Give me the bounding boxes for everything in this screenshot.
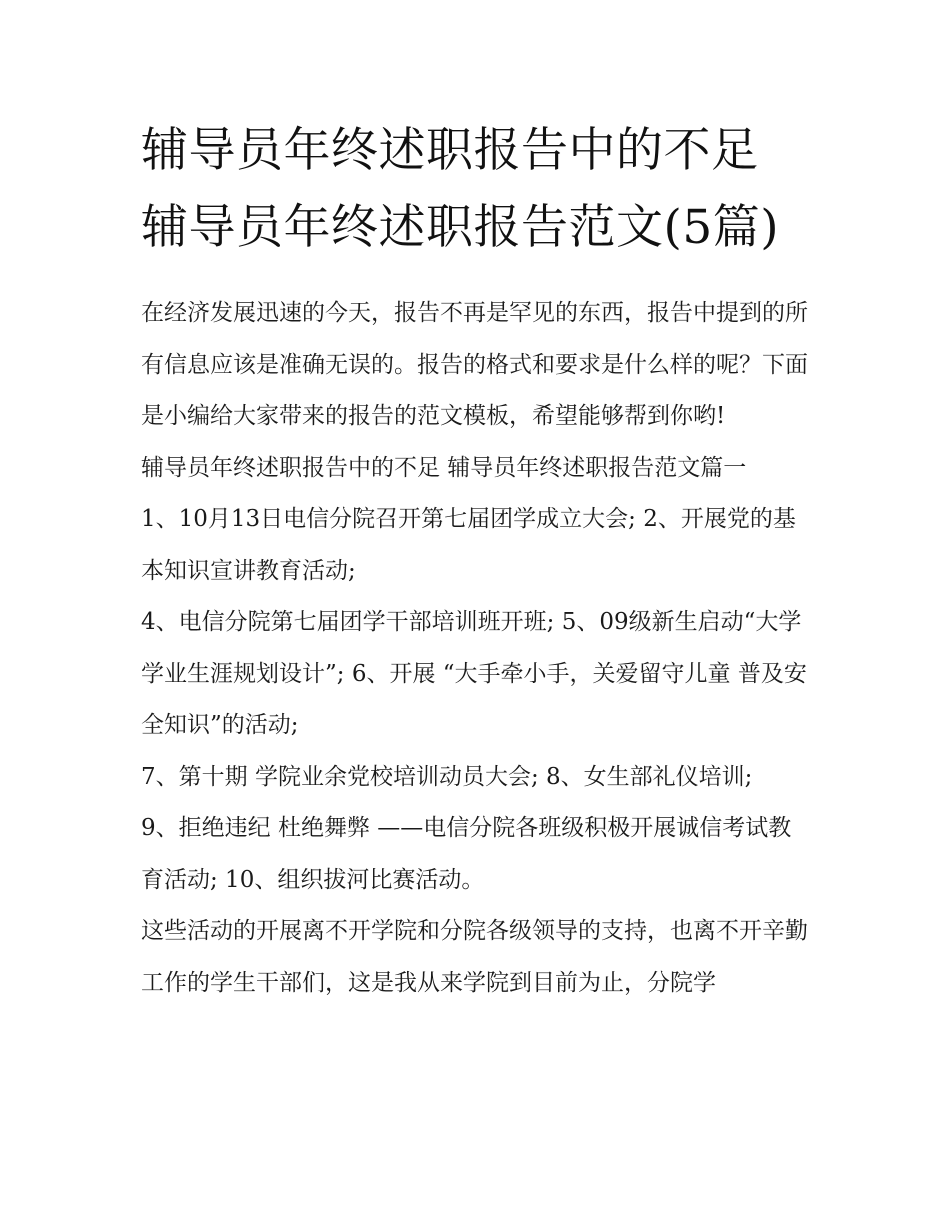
intro-paragraph: 在经济发展迅速的今天，报告不再是罕见的东西，报告中提到的所有信息应该是准确无误的。报告的格式和要求是什么样的呢？下面是小编给大家带来的报告的范文模板，希望能够帮到你哟! [141, 300, 808, 429]
section-heading: 辅导员年终述职报告中的不足 辅导员年终述职报告范文篇一 [141, 454, 747, 481]
document-body [141, 288, 813, 1009]
list-paragraph: 1、10月13日电信分院召开第七届团学成立大会; 2、开展党的基本知识宣讲教育活动; [141, 506, 796, 584]
document-title: 辅导员年终述职报告中的不足 辅导员年终述职报告范文(5篇) [141, 123, 780, 255]
list-paragraph: 7、第十期 学院业余党校培训动员大会; 8、女生部礼仪培训; [141, 763, 753, 790]
document-page [141, 112, 813, 1009]
list-paragraph: 9、拒绝违纪 杜绝舞弊 ——电信分院各班级积极开展诚信考试教育活动; 10、组织拔河比赛活动。 [141, 815, 792, 893]
body-paragraph: 这些活动的开展离不开学院和分院各级领导的支持，也离不开辛勤工作的学生干部们，这是我从来学院到目前为止，分院学 [141, 918, 808, 996]
list-paragraph: 4、电信分院第七届团学干部培训班开班; 5、09级新生启动“大学学业生涯规划设计”; 6、开展 “大手牵小手，关爱留守儿童 普及安全知识”的活动; [141, 609, 807, 738]
